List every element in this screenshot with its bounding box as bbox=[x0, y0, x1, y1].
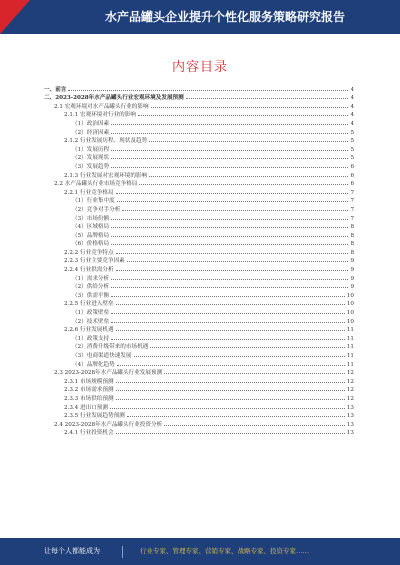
toc-leader-dots bbox=[111, 243, 348, 245]
toc-entry[interactable] bbox=[44, 170, 354, 179]
toc-entry[interactable] bbox=[44, 299, 354, 308]
toc-entry-label: （6）价格格局 bbox=[44, 239, 111, 247]
toc-entry-page: 5 bbox=[350, 146, 354, 153]
toc-entry-label: （2）竞争对手分析 bbox=[44, 205, 122, 213]
toc-entry-label: 2.1.1 宏观环境对行业的影响 bbox=[44, 110, 138, 118]
toc-entry[interactable] bbox=[44, 101, 354, 110]
toc-entry[interactable] bbox=[44, 316, 354, 325]
toc-entry[interactable] bbox=[44, 204, 354, 213]
toc-leader-dots bbox=[116, 398, 345, 400]
toc-leader-dots bbox=[127, 260, 349, 262]
toc-entry-label: （1）政治因素 bbox=[44, 119, 111, 127]
footer-slogan: 让每个人都能成为 bbox=[44, 547, 100, 555]
toc-entry-label: 2.3.1 市场规模预测 bbox=[44, 377, 116, 385]
toc-entry-label: （3）市场份额 bbox=[44, 214, 111, 222]
toc-entry-page: 12 bbox=[346, 387, 354, 394]
toc-entry-page: 11 bbox=[346, 327, 354, 334]
toc-entry[interactable] bbox=[44, 428, 354, 437]
toc-leader-dots bbox=[164, 372, 345, 374]
toc-entry-label: 一、前言 bbox=[44, 86, 67, 93]
toc-entry-label: （1）行业集中度 bbox=[44, 196, 117, 204]
toc-entry-page: 12 bbox=[346, 378, 354, 385]
toc-entry-label: 2.1.2 行业发展历程、现状及趋势 bbox=[44, 136, 149, 144]
toc-entry-label: （2）经济因素 bbox=[44, 128, 111, 136]
toc-entry[interactable] bbox=[44, 93, 354, 102]
toc-leader-dots bbox=[111, 286, 348, 288]
toc-entry-page: 10 bbox=[346, 310, 354, 317]
toc-leader-dots bbox=[111, 338, 345, 340]
toc-entry-page: 5 bbox=[350, 129, 354, 136]
toc-entry[interactable] bbox=[44, 419, 354, 428]
toc-entry[interactable] bbox=[44, 273, 354, 282]
toc-leader-dots bbox=[111, 166, 348, 168]
toc-entry-page: 4 bbox=[350, 86, 354, 93]
toc-entry-page: 7 bbox=[350, 189, 354, 196]
toc-leader-dots bbox=[138, 114, 348, 116]
toc-leader-dots bbox=[116, 252, 349, 254]
toc-entry-label: 2.2.5 行业进入壁垒 bbox=[44, 299, 116, 307]
toc-entry-page: 8 bbox=[350, 249, 354, 256]
toc-entry-label: （1）发展历程 bbox=[44, 145, 111, 153]
toc-leader-dots bbox=[111, 235, 348, 237]
toc-entry[interactable] bbox=[44, 127, 354, 136]
toc-entry-label: 2.3 2023-2028年水产品罐头行业发展预测 bbox=[44, 368, 164, 376]
header-red-stripe bbox=[0, 0, 30, 34]
toc-entry-label: 2.2.1 行业竞争格局 bbox=[44, 188, 116, 196]
toc-entry[interactable] bbox=[44, 256, 354, 265]
toc-entry[interactable] bbox=[44, 222, 354, 231]
toc-entry-page: 9 bbox=[350, 258, 354, 265]
toc-entry-page: 12 bbox=[346, 395, 354, 402]
toc-entry-page: 8 bbox=[350, 241, 354, 248]
toc-leader-dots bbox=[111, 226, 348, 228]
toc-entry[interactable] bbox=[44, 264, 354, 273]
toc-entry-page: 9 bbox=[350, 275, 354, 282]
toc-entry-page: 12 bbox=[346, 370, 354, 377]
toc-entry[interactable] bbox=[44, 196, 354, 205]
toc-entry-label: 2.3.3 市场供给预测 bbox=[44, 394, 116, 402]
toc-entry-label: 2.4 2023-2028年水产品罐头行业投资分析 bbox=[44, 420, 164, 428]
toc-entry[interactable] bbox=[44, 144, 354, 153]
toc-leader-dots bbox=[111, 295, 345, 297]
toc-entry-page: 11 bbox=[346, 353, 354, 359]
toc-entry[interactable] bbox=[44, 342, 354, 351]
toc-entry-page: 10 bbox=[346, 318, 354, 325]
toc-entry-label: 二、2023-2028年水产品罐头行业宏观环境及发展预测 bbox=[44, 95, 184, 102]
toc-leader-dots bbox=[116, 192, 349, 194]
toc-leader-dots bbox=[134, 355, 345, 357]
toc-entry[interactable] bbox=[44, 376, 354, 385]
toc-entry-page: 11 bbox=[346, 335, 354, 342]
toc-entry-page: 13 bbox=[346, 430, 354, 437]
toc-leader-dots bbox=[111, 312, 345, 314]
toc-entry[interactable] bbox=[44, 161, 354, 170]
toc-leader-dots bbox=[122, 209, 348, 211]
toc-entry-page: 11 bbox=[346, 361, 354, 368]
toc-entry[interactable] bbox=[44, 290, 354, 299]
toc-entry-page: 6 bbox=[350, 172, 354, 179]
toc-entry[interactable] bbox=[44, 402, 354, 411]
header-bar bbox=[0, 0, 400, 34]
toc-entry[interactable] bbox=[44, 307, 354, 316]
toc-entry-page: 5 bbox=[350, 138, 354, 145]
toc-entry-label: （4）区域格局 bbox=[44, 222, 111, 230]
toc-leader-dots bbox=[111, 123, 348, 125]
toc-entry-label: 2.2 水产品罐头行业市场竞争格局 bbox=[44, 179, 139, 187]
toc-entry[interactable] bbox=[44, 359, 354, 368]
toc-leader-dots bbox=[111, 278, 348, 280]
report-title: 水产品罐头企业提升个性化服务策略研究报告 bbox=[104, 10, 345, 24]
toc-leader-dots bbox=[116, 303, 345, 305]
toc-entry-page: 4 bbox=[350, 112, 354, 119]
toc-leader-dots bbox=[164, 424, 345, 426]
toc-entry[interactable] bbox=[44, 118, 354, 127]
toc-entry-page: 8 bbox=[350, 232, 354, 239]
toc-entry-page: 7 bbox=[350, 206, 354, 213]
toc-entry-page: 4 bbox=[350, 103, 354, 110]
toc-leader-dots bbox=[149, 140, 348, 142]
toc-entry-page: 13 bbox=[346, 404, 354, 411]
toc-entry[interactable] bbox=[44, 393, 354, 402]
footer-roles: 行业专家、管理专家、营销专家、战略专家、投资专家…… bbox=[140, 547, 309, 555]
toc-entry-label: 2.2.6 行业发展机遇 bbox=[44, 325, 116, 333]
toc-entry-page: 10 bbox=[346, 292, 354, 299]
toc-leader-dots bbox=[116, 389, 345, 391]
toc-entry-page: 9 bbox=[350, 284, 354, 291]
toc-entry[interactable] bbox=[44, 136, 354, 145]
toc-entry-label: 2.2.2 行业竞争特点 bbox=[44, 248, 116, 256]
toc-entry-label: （5）品牌格局 bbox=[44, 231, 111, 239]
toc-entry[interactable] bbox=[44, 187, 354, 196]
toc-leader-dots bbox=[150, 346, 345, 348]
toc-entry[interactable] bbox=[44, 110, 354, 119]
toc-entry-page: 4 bbox=[350, 95, 354, 102]
toc-entry-label: （1）政策壁垒 bbox=[44, 308, 111, 316]
toc-entry[interactable] bbox=[44, 247, 354, 256]
toc-entry[interactable] bbox=[44, 84, 354, 93]
toc-entry-page: 5 bbox=[350, 155, 354, 162]
toc-entry-page: 9 bbox=[350, 267, 354, 274]
toc-entry[interactable] bbox=[44, 333, 354, 342]
toc-entry-label: （3）电商渠道快速发展 bbox=[44, 351, 134, 359]
toc-entry-label: （1）需求分析 bbox=[44, 274, 111, 282]
footer-bar bbox=[0, 538, 400, 565]
toc-leader-dots bbox=[151, 106, 349, 108]
toc-entry-label: 2.2.4 行业供需分析 bbox=[44, 265, 116, 273]
toc-leader-dots bbox=[110, 407, 345, 409]
toc-leader-dots bbox=[116, 381, 345, 383]
toc-leader-dots bbox=[68, 89, 348, 91]
toc-entry-label: （2）发展现状 bbox=[44, 153, 111, 161]
toc-leader-dots bbox=[139, 183, 348, 185]
toc-entry[interactable] bbox=[44, 179, 354, 188]
toc-entry-page: 11 bbox=[346, 344, 354, 351]
toc-entry-page: 8 bbox=[350, 224, 354, 231]
toc-entry[interactable] bbox=[44, 282, 354, 291]
toc-leader-dots bbox=[116, 329, 345, 331]
toc-entry-label: （4）品牌化趋势 bbox=[44, 360, 117, 368]
toc-entry-label: 2.3.5 行业发展趋势预测 bbox=[44, 411, 127, 419]
toc-entry[interactable] bbox=[44, 239, 354, 248]
toc-entry[interactable] bbox=[44, 230, 354, 239]
toc-leader-dots bbox=[127, 415, 345, 417]
toc-entry[interactable] bbox=[44, 411, 354, 420]
toc-entry-label: （3）供需平衡 bbox=[44, 291, 111, 299]
toc-entry-page: 7 bbox=[350, 215, 354, 222]
toc-entry-label: 2.3.2 市场需求预测 bbox=[44, 385, 116, 393]
toc-entry-page: 7 bbox=[350, 198, 354, 205]
toc-entry[interactable] bbox=[44, 350, 354, 359]
toc-entry-page: 6 bbox=[350, 181, 354, 188]
toc-entry-label: （1）政策支持 bbox=[44, 334, 111, 342]
toc-heading: 内容目录 bbox=[171, 60, 228, 75]
toc-leader-dots bbox=[111, 132, 348, 134]
toc-entry-label: 2.1.3 行业发展对宏观环境的影响 bbox=[44, 171, 149, 179]
toc-entry-label: （2）供给分析 bbox=[44, 282, 111, 290]
toc-leader-dots bbox=[111, 149, 348, 151]
toc-leader-dots bbox=[116, 432, 345, 434]
footer-divider bbox=[122, 546, 123, 558]
toc-entry-page: 4 bbox=[350, 120, 354, 127]
toc-entry[interactable] bbox=[44, 368, 354, 377]
toc-entry-label: 2.3.4 进出口预测 bbox=[44, 403, 110, 411]
toc-entry-label: （3）发展趋势 bbox=[44, 162, 111, 170]
toc-entry[interactable] bbox=[44, 325, 354, 334]
table-of-contents bbox=[44, 84, 354, 436]
toc-leader-dots bbox=[111, 321, 345, 323]
toc-entry-label: （2）消费升级带来的市场机遇 bbox=[44, 342, 150, 350]
toc-entry-page: 13 bbox=[346, 421, 354, 428]
toc-entry-label: 2.2.3 行业主要竞争因素 bbox=[44, 256, 127, 264]
toc-entry-page: 6 bbox=[350, 163, 354, 170]
toc-entry[interactable] bbox=[44, 213, 354, 222]
toc-leader-dots bbox=[111, 157, 348, 159]
toc-leader-dots bbox=[116, 269, 349, 271]
toc-entry-page: 10 bbox=[346, 301, 354, 308]
toc-leader-dots bbox=[111, 218, 348, 220]
toc-entry-label: （2）技术壁垒 bbox=[44, 317, 111, 325]
toc-leader-dots bbox=[117, 364, 345, 366]
toc-entry[interactable] bbox=[44, 153, 354, 162]
toc-entry-page: 13 bbox=[346, 413, 354, 420]
toc-leader-dots bbox=[149, 175, 348, 177]
toc-leader-dots bbox=[117, 200, 349, 202]
toc-leader-dots bbox=[186, 97, 349, 99]
toc-entry-label: 2.1 宏观环境对水产品罐头行业的影响 bbox=[44, 102, 151, 110]
toc-entry-label: 2.4.1 行业投资机会 bbox=[44, 428, 116, 436]
toc-entry[interactable] bbox=[44, 385, 354, 394]
